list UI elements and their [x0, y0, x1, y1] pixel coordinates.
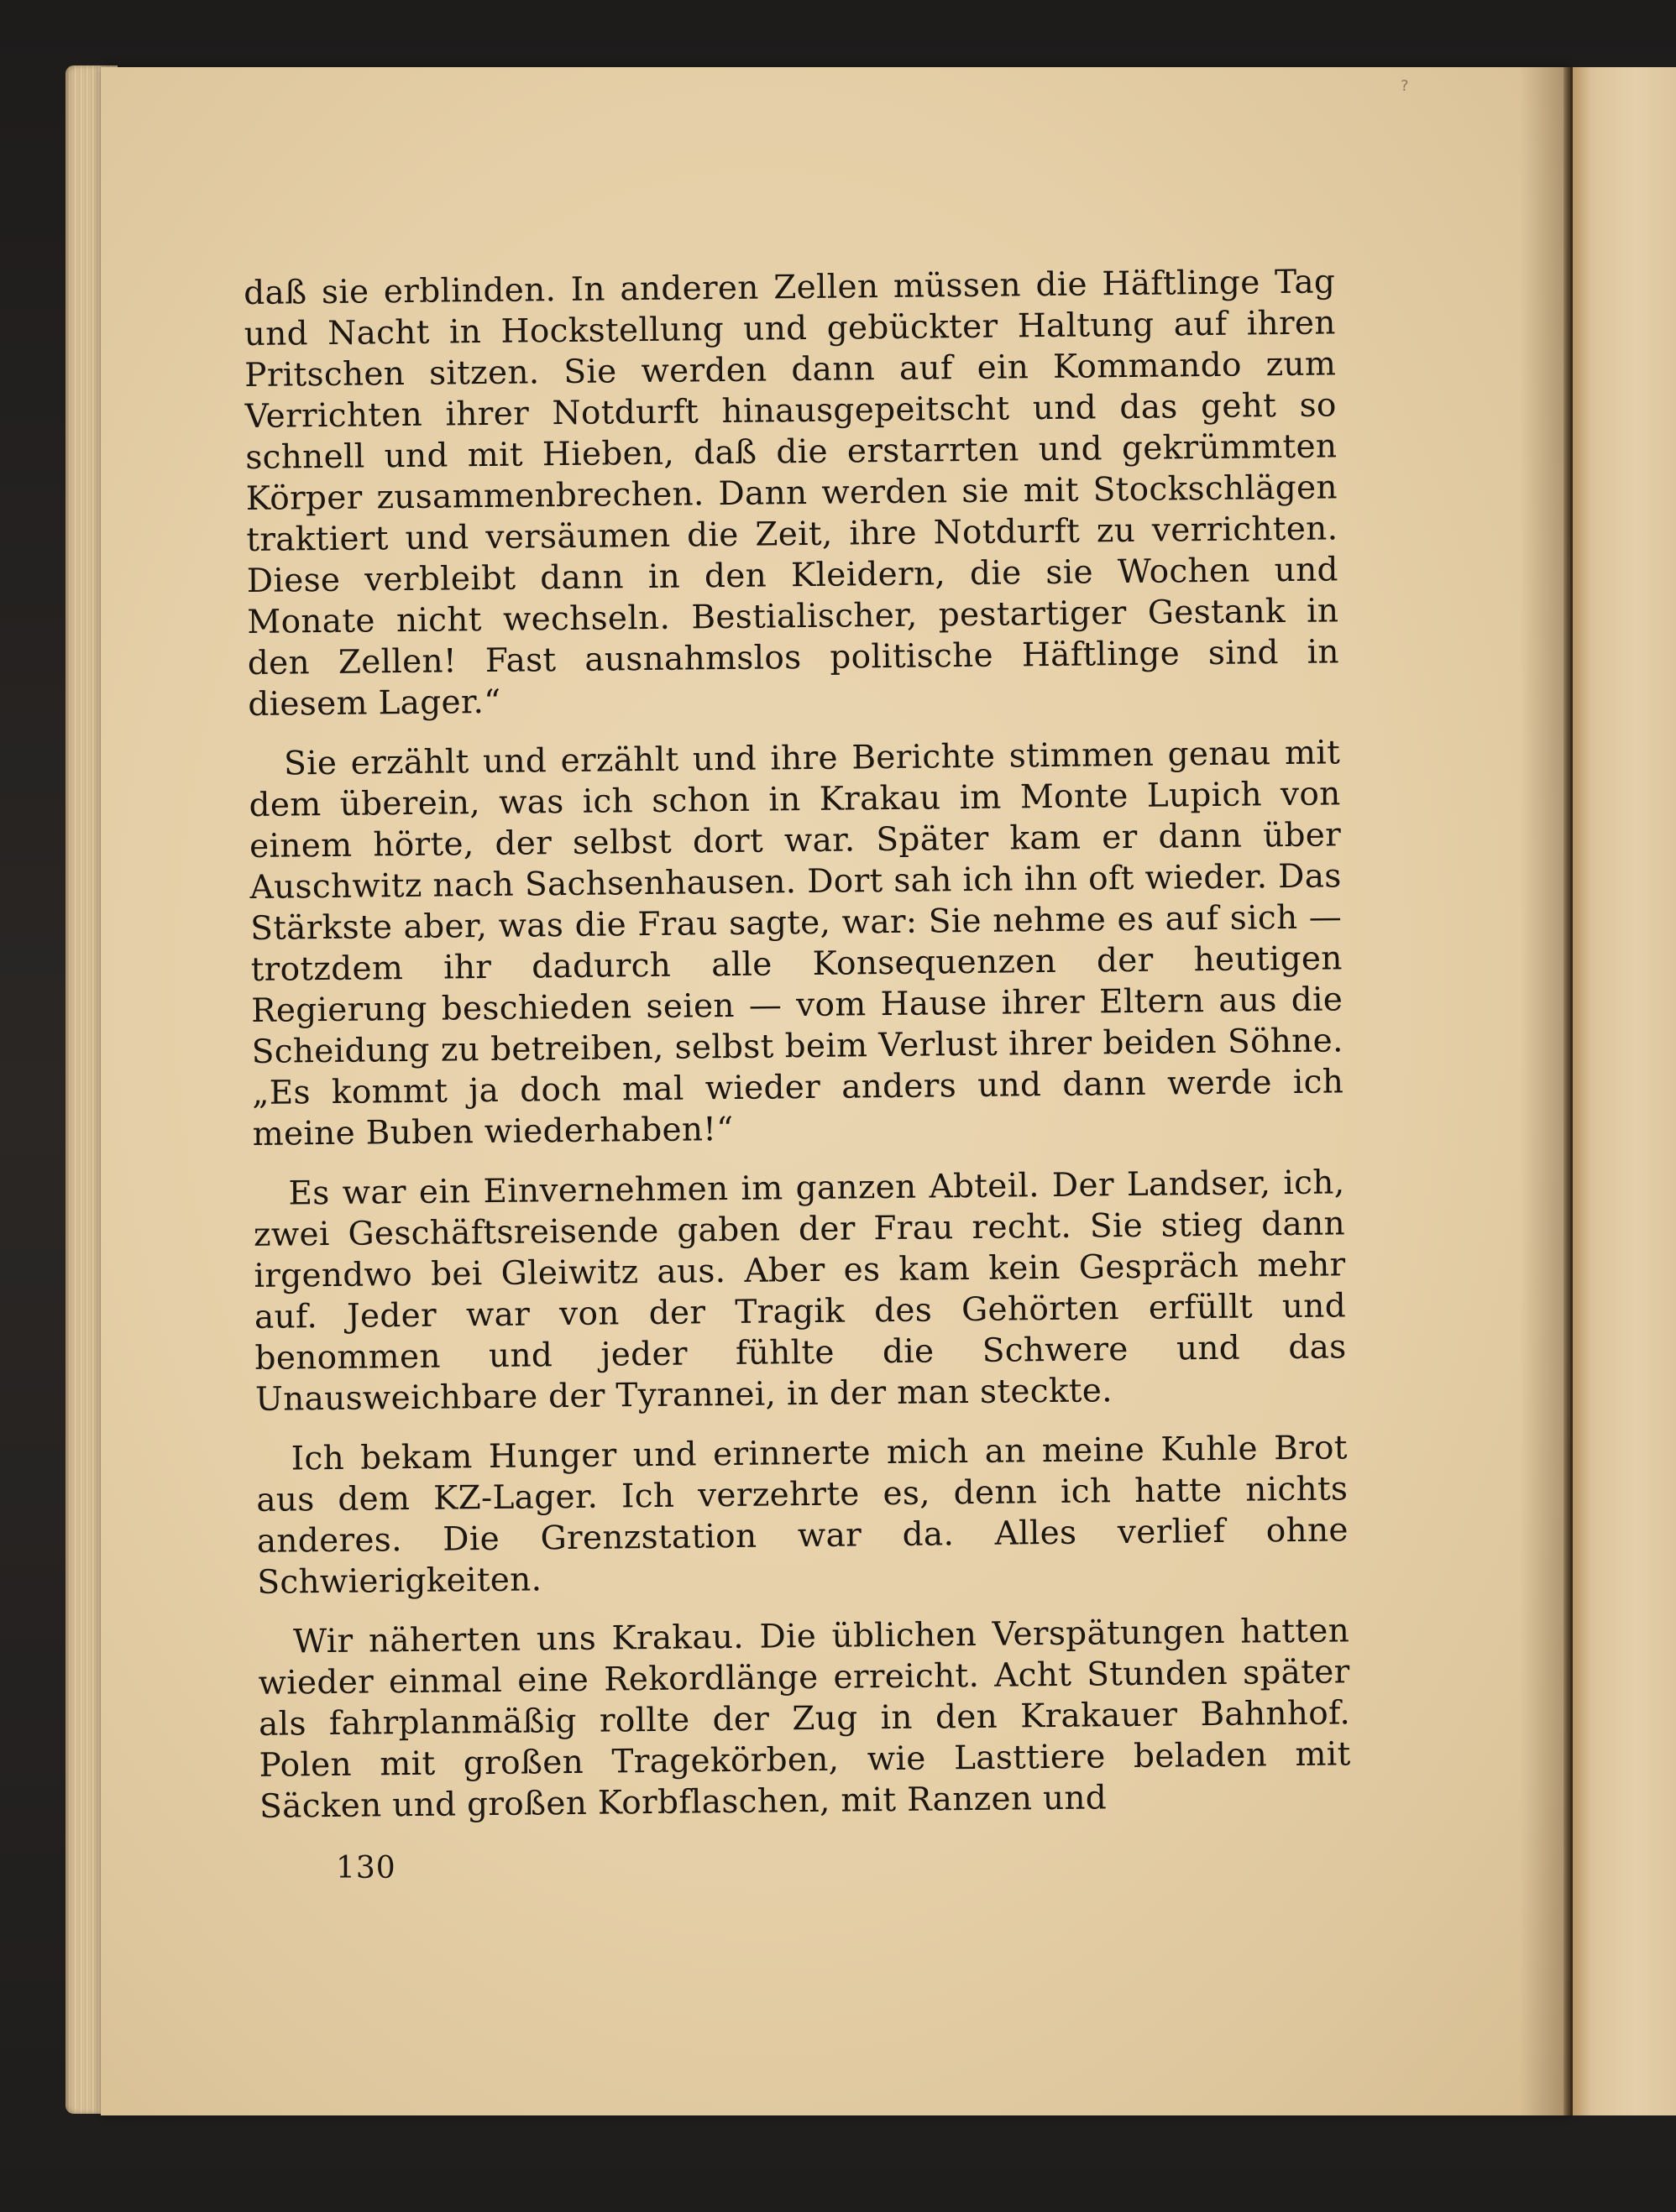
paragraph-1: daß sie erblinden. In anderen Zellen müssen die Häftlinge Tag und Nacht in Hockstellung und gebückter Haltung auf ihren Pritschen sitzen. Sie werden dann auf ein Kommando zum Verrichten ihrer Notdurft hinausgepeitscht und das geht so schnell und mit Hieben, daß die erstarrten und gekrümmten Körper zusammenbrechen. Dann werden sie mit Stockschlägen traktiert und versäumen die Zeit, ihre Notdurft zu verrichten. Diese verbleibt dann in den Kleidern, die sie Wochen und Monate nicht wechseln. Bestialischer, pestartiger Gestank in den Zellen! Fast ausnahmslos politische Häftlinge sind in diesem Lager.“	[244, 263, 1340, 724]
facing-page-edge	[1570, 67, 1676, 2115]
paragraph-3: Es war ein Einvernehmen im ganzen Abteil. Der Landser, ich, zwei Geschäftsreisende gaben der Frau recht. Sie stieg dann irgendwo bei Gleiwitz aus. Aber es kam kein Gespräch mehr auf. Jeder war von der Tragik des Gehörten erfüllt und benommen und jeder fühlte die Schwere und das Unausweichbare der Tyrannei, in der man steckte.	[253, 1164, 1347, 1419]
gutter-shadow	[1520, 67, 1570, 2115]
page-number: 130	[336, 1851, 396, 1885]
pencil-mark: ?	[1401, 77, 1409, 95]
paragraph-5: Wir näherten uns Krakau. Die üblichen Verspätungen hatten wieder einmal eine Rekordlänge erreicht. Acht Stunden später als fahrplanmäßig rollte der Zug in den Krakauer Bahnhof. Polen mit großen Tragekörben, wie Lasttiere beladen mit Säcken und großen Korbflaschen, mit Ranzen und	[258, 1612, 1351, 1826]
paragraph-4: Ich bekam Hunger und erinnerte mich an meine Kuhle Brot aus dem KZ-Lager. Ich verzehrte es, denn ich hatte nichts anderes. Die Grenzstation war da. Alles verlief ohne Schwierigkeiten.	[256, 1429, 1349, 1602]
body-text	[244, 261, 1352, 1846]
paragraph-2: Sie erzählt und erzählt und ihre Berichte stimmen genau mit dem überein, was ich schon in Krakau im Monte Lupich von einem hörte, der selbst dort war. Später kam er dann über Auschwitz nach Sachsenhausen. Dort sah ich ihn oft wieder. Das Stärkste aber, was die Frau sagte, war: Sie nehme es auf sich — trotzdem ihr dadurch alle Konsequenzen der heutigen Regierung beschieden seien — vom Hause ihrer Eltern aus die Scheidung zu betreiben, selbst beim Verlust ihrer beiden Söhne. „Es kommt ja doch mal wieder anders und dann werde ich meine Buben wiederhaben!“	[249, 734, 1344, 1153]
